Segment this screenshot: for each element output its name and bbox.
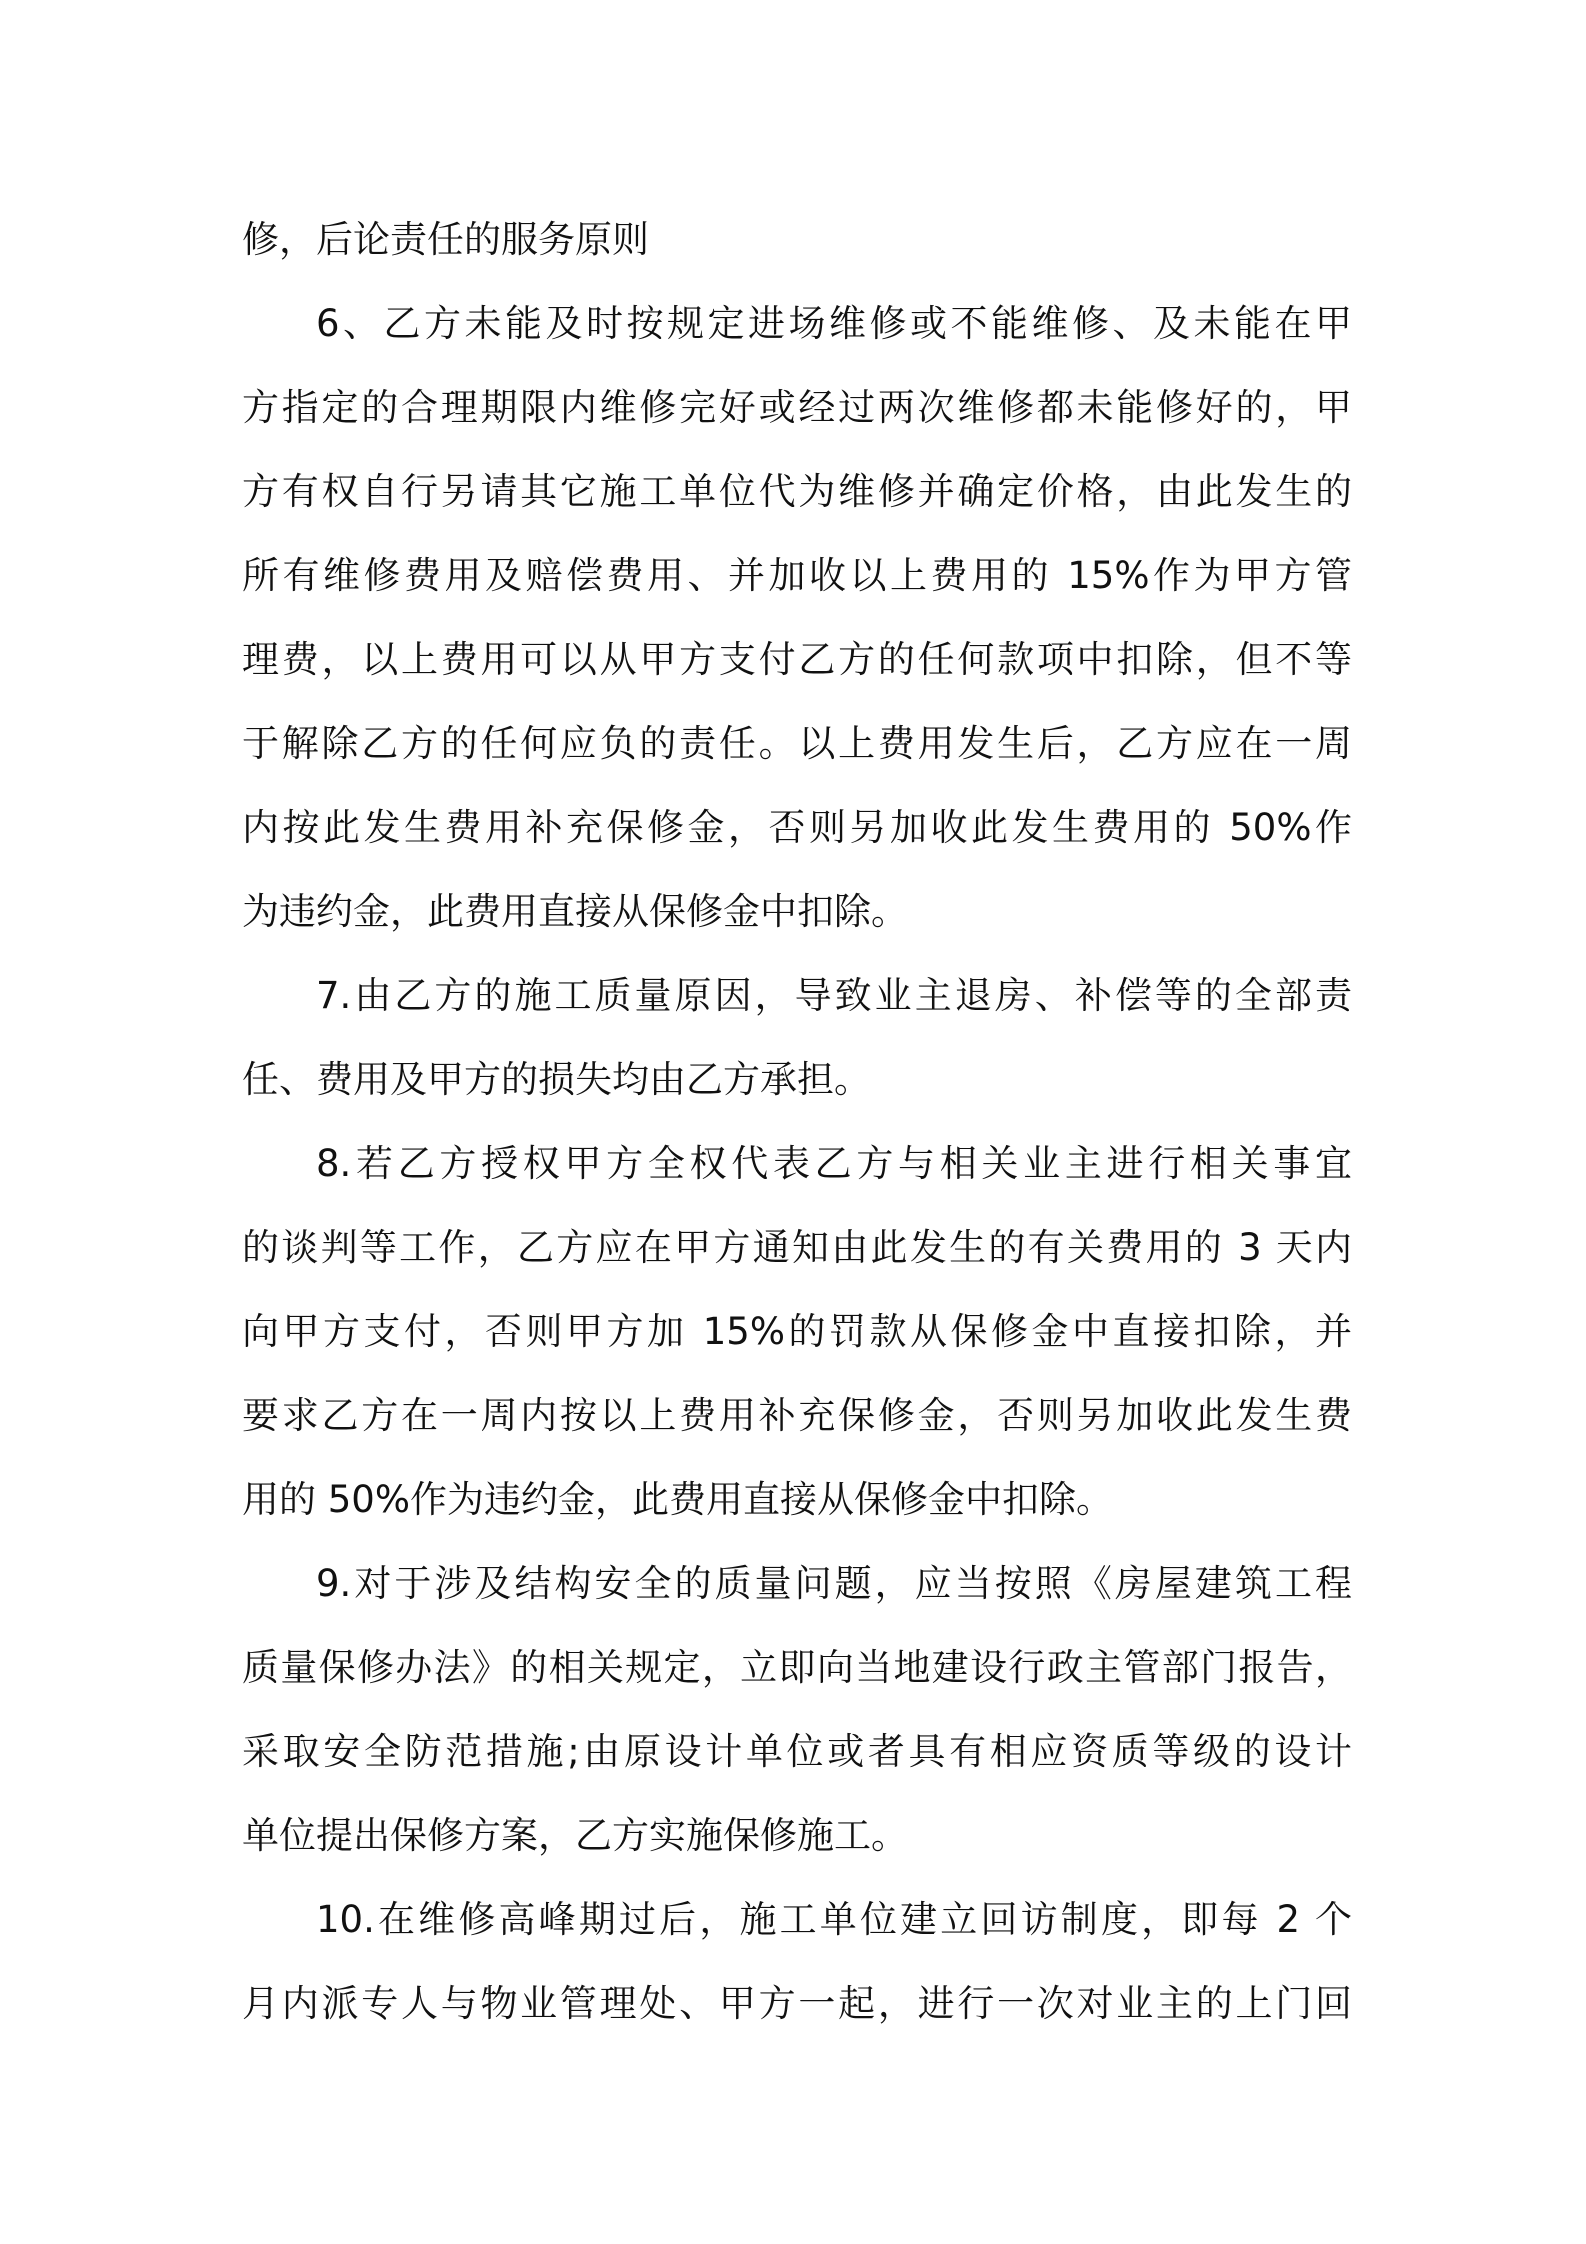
text-line: 7.由乙方的施工质量原因，导致业主退房、补偿等的全部责 <box>316 974 1352 1017</box>
text-line: 任、费用及甲方的损失均由乙方承担。 <box>242 1058 871 1101</box>
text-line: 所有维修费用及赔偿费用、并加收以上费用的 15%作为甲方管 <box>242 554 1352 597</box>
text-line: 8.若乙方授权甲方全权代表乙方与相关业主进行相关事宜 <box>316 1142 1352 1185</box>
text-line: 10.在维修高峰期过后，施工单位建立回访制度，即每 2 个 <box>316 1898 1352 1941</box>
text-line: 质量保修办法》的相关规定，立即向当地建设行政主管部门报告， <box>242 1646 1352 1689</box>
text-line: 用的 50%作为违约金，此费用直接从保修金中扣除。 <box>242 1478 1113 1521</box>
text-line: 内按此发生费用补充保修金，否则另加收此发生费用的 50%作 <box>242 806 1352 849</box>
document-body <box>242 198 1352 2046</box>
text-line: 要求乙方在一周内按以上费用补充保修金，否则另加收此发生费 <box>242 1394 1352 1437</box>
text-line: 的谈判等工作，乙方应在甲方通知由此发生的有关费用的 3 天内 <box>242 1226 1352 1269</box>
text-line: 理费，以上费用可以从甲方支付乙方的任何款项中扣除，但不等 <box>242 638 1352 681</box>
text-line: 采取安全防范措施;由原设计单位或者具有相应资质等级的设计 <box>242 1730 1352 1773</box>
text-line: 6、乙方未能及时按规定进场维修或不能维修、及未能在甲 <box>316 302 1352 345</box>
text-line: 修，后论责任的服务原则 <box>242 218 649 261</box>
text-line: 向甲方支付，否则甲方加 15%的罚款从保修金中直接扣除，并 <box>242 1310 1352 1353</box>
text-line: 单位提出保修方案，乙方实施保修施工。 <box>242 1814 908 1857</box>
text-line: 方指定的合理期限内维修完好或经过两次维修都未能修好的，甲 <box>242 386 1352 429</box>
text-line: 于解除乙方的任何应负的责任。以上费用发生后，乙方应在一周 <box>242 722 1352 765</box>
text-line: 9.对于涉及结构安全的质量问题，应当按照《房屋建筑工程 <box>316 1562 1352 1605</box>
text-line: 为违约金，此费用直接从保修金中扣除。 <box>242 890 908 933</box>
text-line: 方有权自行另请其它施工单位代为维修并确定价格，由此发生的 <box>242 470 1352 513</box>
text-line: 月内派专人与物业管理处、甲方一起，进行一次对业主的上门回 <box>242 1982 1352 2025</box>
